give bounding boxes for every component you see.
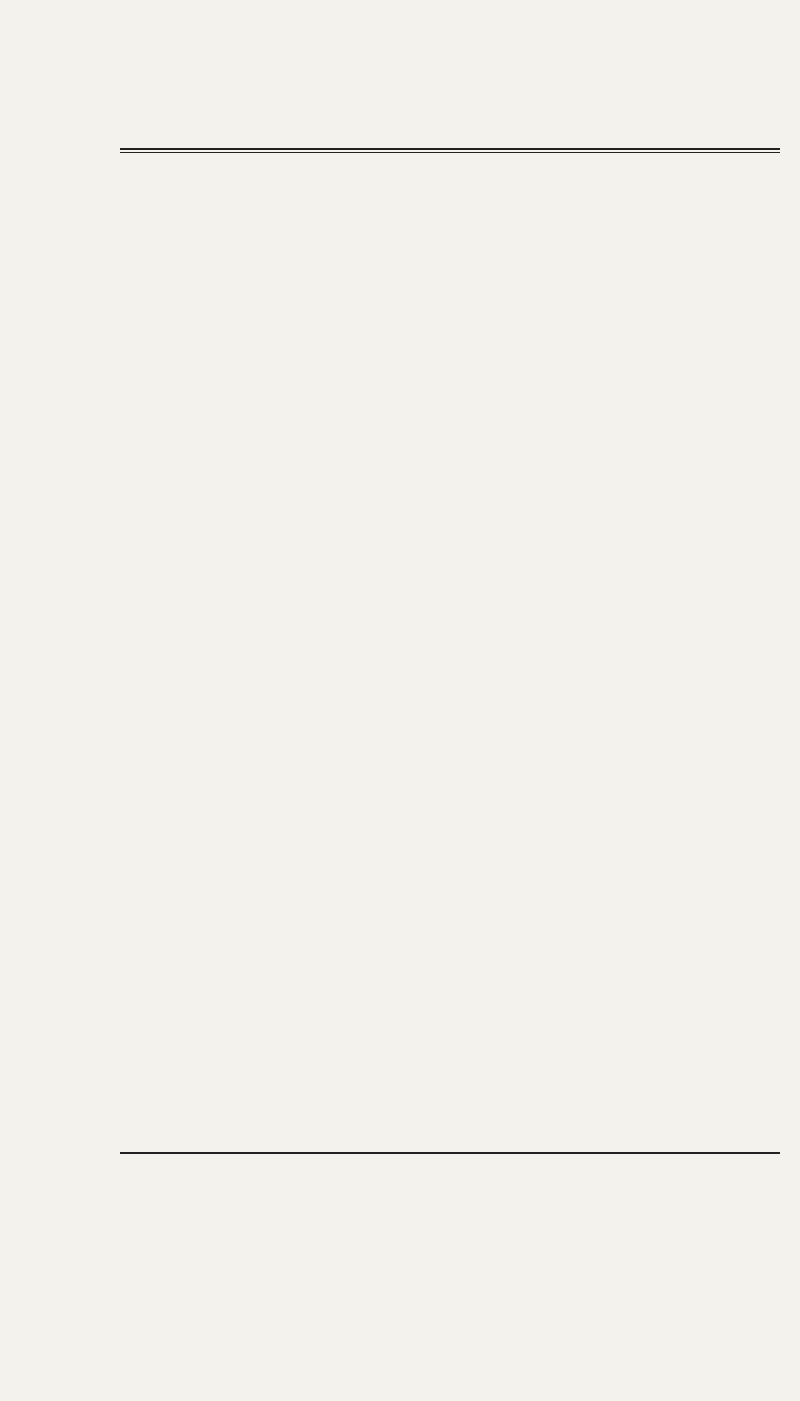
bottom-rule: [120, 1152, 780, 1154]
top-double-rule-thin: [120, 152, 780, 153]
top-double-rule: [120, 148, 780, 150]
